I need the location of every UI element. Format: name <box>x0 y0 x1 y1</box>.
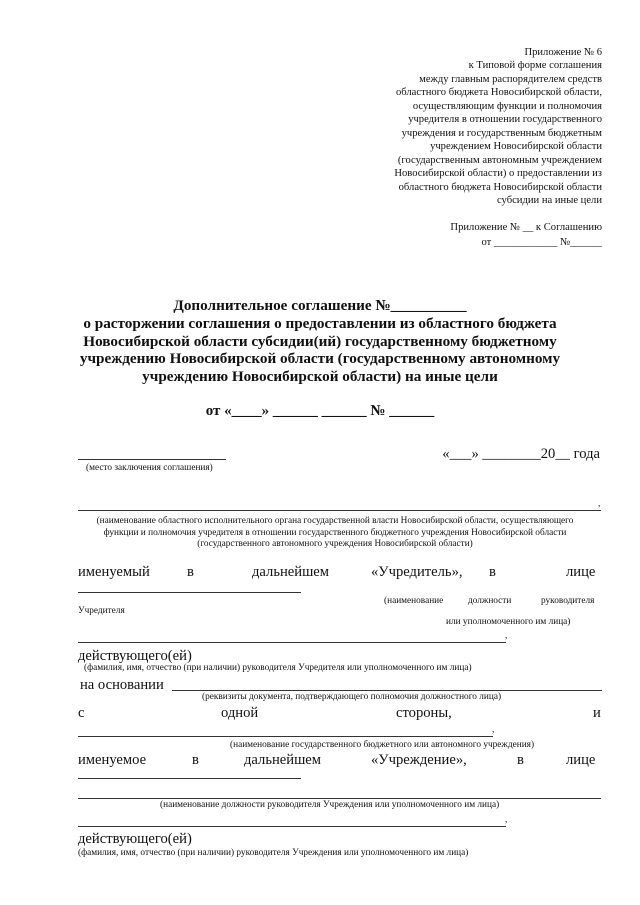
word: именуемое <box>78 752 147 768</box>
agreement-reference-date: от ____________ №______ <box>481 236 602 248</box>
authority-caption-line: функции и полномочия учредителя в отношении государственного бюджетного учреждения Новосибирской области <box>103 527 567 538</box>
basis-label: на основании <box>80 677 164 693</box>
agreement-reference-line: Приложение № __ к Соглашению <box>450 222 602 233</box>
word: стороны, <box>396 705 452 721</box>
word: дальнейшем <box>252 564 330 580</box>
word: и <box>593 705 601 721</box>
appendix-line: областного бюджета Новосибирской области <box>398 181 602 193</box>
title-line: учреждению Новосибирской области) на иные цели <box>142 368 498 386</box>
authority-caption-line: (государственного автономного учреждения Новосибирской области) <box>197 539 473 550</box>
title-line: о расторжении соглашения о предоставлении из областного бюджета <box>83 314 557 332</box>
appendix-line: к Типовой форме соглашения <box>468 60 602 72</box>
appendix-line: учреждения и государственным бюджетным <box>401 127 602 139</box>
basis-caption: (реквизиты документа, подтверждающего полномочия должностного лица) <box>202 692 502 702</box>
word: в <box>192 752 199 768</box>
appendix-line: между главным распорядителем средств <box>419 73 602 85</box>
caption-word: или уполномоченного им лица) <box>446 617 571 627</box>
institution-caption: (наименование государственного бюджетного или автономного учреждения) <box>230 740 535 750</box>
caption-word: Учредителя <box>78 606 125 616</box>
institution-blank-line <box>78 736 493 737</box>
word: «Учреждение», <box>371 752 467 768</box>
word: лице <box>566 564 596 580</box>
word: лице <box>566 752 596 768</box>
word: в <box>489 564 496 580</box>
agreement-date: «___» ________20__ года <box>442 446 600 462</box>
title-date-line: от «____» ______ ______ № ______ <box>205 403 435 419</box>
appendix-line: Приложение № 6 <box>524 47 602 58</box>
appendix-line: Новосибирской области) о предоставлении из <box>394 168 602 180</box>
title-line: Дополнительное соглашение №__________ <box>173 297 467 314</box>
appendix-line: осуществляющим функции и полномочия <box>412 100 602 112</box>
title-line: учреждению Новосибирской области (государственному автономному <box>79 350 561 368</box>
appendix-line: учреждением Новосибирской области <box>430 141 602 153</box>
blank-line <box>78 798 601 799</box>
place-caption: (место заключения соглашения) <box>86 463 213 473</box>
comma: , <box>598 499 601 509</box>
comma: , <box>505 631 508 641</box>
basis-blank-line <box>172 690 602 691</box>
caption-word: (наименование <box>384 596 444 606</box>
authority-caption-line: (наименование областного исполнительного органа государственной власти Новосибирской области, осуществляющего <box>96 516 574 526</box>
word: именуемый <box>78 564 150 580</box>
acting-label: действующего(ей) <box>78 831 192 847</box>
caption-word: руководителя <box>541 596 595 606</box>
appendix-header <box>302 46 602 207</box>
word: с <box>78 705 85 721</box>
caption-word: должности <box>468 596 512 606</box>
authority-blank-line <box>78 510 601 511</box>
comma: , <box>505 815 508 825</box>
fio-caption: (фамилия, имя, отчество (при наличии) руководителя Учредителя или уполномоченного им лица) <box>84 663 472 673</box>
word: одной <box>221 705 259 721</box>
position-caption: (наименование должности руководителя Учреждения или уполномоченного им лица) <box>160 800 500 810</box>
appendix-line: субсидии на иные цели <box>496 194 602 206</box>
blank-line <box>78 778 301 779</box>
appendix-line: областного бюджета Новосибирской области, <box>395 87 602 99</box>
word: дальнейшем <box>244 752 322 768</box>
document-title <box>55 297 585 386</box>
fio-caption: (фамилия, имя, отчество (при наличии) руководителя Учреждения или уполномоченного им лица) <box>78 848 469 858</box>
blank-line <box>78 642 506 643</box>
comma: , <box>492 725 495 735</box>
word: «Учредитель», <box>371 564 463 580</box>
place-blank-line <box>78 459 226 460</box>
agreement-reference <box>302 221 602 250</box>
acting-label: действующего(ей) <box>78 648 192 664</box>
appendix-line: (государственным автономным учреждением <box>397 154 602 166</box>
blank-line <box>78 592 301 593</box>
title-line: Новосибирской области субсидии(ий) государственному бюджетному <box>83 332 557 350</box>
word: в <box>187 564 194 580</box>
word: в <box>517 752 524 768</box>
authority-caption <box>60 516 610 551</box>
appendix-line: учредителя в отношении государственного <box>408 114 602 126</box>
blank-line <box>78 826 506 827</box>
